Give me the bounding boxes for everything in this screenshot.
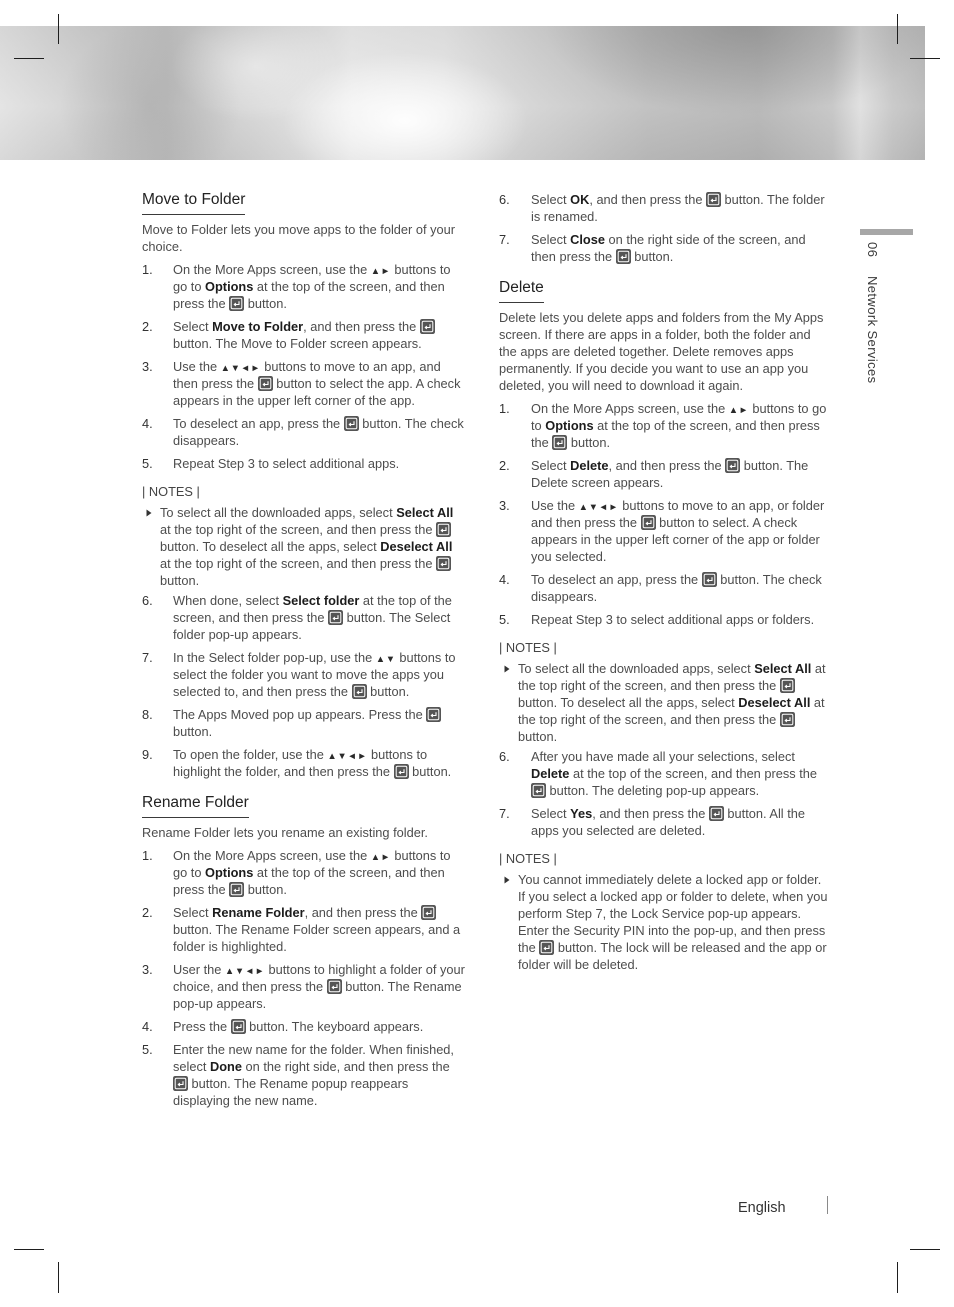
step-number: 4. bbox=[142, 416, 153, 431]
text-run: You cannot immediately delete a locked app or folder. If you select a locked app or folder to delete, when you perform Step 7, the Lock Service pop-up appears. Enter the Security PIN into the pop-up, and then press the bbox=[518, 872, 828, 955]
text-run: at the top of the screen, and then press the bbox=[173, 865, 445, 897]
text-run: button. The Select folder pop-up appears. bbox=[173, 610, 451, 642]
text-run: buttons to go to bbox=[173, 848, 451, 880]
emphasis-term: Yes bbox=[570, 806, 593, 821]
step-number: 3. bbox=[142, 359, 153, 374]
emphasis-term: Rename Folder bbox=[212, 905, 305, 920]
footer-language: English bbox=[738, 1200, 786, 1216]
step-text bbox=[173, 358, 465, 409]
step-item bbox=[499, 748, 828, 799]
text-run: Use the bbox=[531, 498, 579, 513]
step-text bbox=[173, 592, 465, 643]
step-item bbox=[499, 571, 828, 605]
enter-button-icon bbox=[258, 376, 273, 391]
text-run: Select bbox=[173, 319, 213, 334]
text-run: button. The Rename Folder screen appears, and a folder is highlighted. bbox=[173, 922, 461, 954]
step-item bbox=[142, 847, 465, 898]
note-text bbox=[518, 660, 828, 745]
step-item bbox=[142, 592, 465, 643]
enter-button-icon bbox=[328, 610, 343, 625]
enter-button-icon bbox=[436, 556, 451, 571]
text-run: button. bbox=[244, 296, 287, 311]
text-run: button. The folder is renamed. bbox=[531, 192, 825, 224]
text-run: On the More Apps screen, use the bbox=[173, 848, 371, 863]
text-run: Select bbox=[173, 905, 213, 920]
text-run: To select all the downloaded apps, select bbox=[518, 661, 755, 676]
crop-mark bbox=[58, 1262, 59, 1293]
text-run: button. The Delete screen appears. bbox=[531, 458, 809, 490]
emphasis-term: Select All bbox=[396, 505, 454, 520]
arrow-keys-symbol: ▲► bbox=[370, 266, 391, 277]
step-item bbox=[142, 415, 465, 449]
arrow-keys-symbol: ▲► bbox=[728, 405, 749, 416]
step-number: 4. bbox=[142, 1019, 153, 1034]
step-number: 2. bbox=[142, 905, 153, 920]
step-text bbox=[173, 649, 465, 700]
section-heading: Delete bbox=[499, 279, 544, 303]
text-run: , and then press the bbox=[304, 905, 422, 920]
section-heading-block bbox=[142, 794, 465, 818]
step-text bbox=[531, 571, 828, 605]
text-run: button. The keyboard appears. bbox=[245, 1019, 424, 1034]
text-run: On the More Apps screen, use the bbox=[531, 401, 729, 416]
step-number: 7. bbox=[499, 232, 510, 247]
text-run: On the More Apps screen, use the bbox=[173, 262, 371, 277]
step-text bbox=[173, 1018, 465, 1035]
text-run: at the top of the screen, and then press the bbox=[173, 593, 452, 625]
text-run: buttons to select the folder you want to move the apps you selected to, and then press the bbox=[173, 650, 456, 699]
note-item bbox=[499, 660, 828, 745]
enter-button-icon bbox=[641, 515, 656, 530]
text-run: button. The Rename pop-up appears. bbox=[173, 979, 462, 1011]
section-heading-block bbox=[142, 191, 465, 215]
emphasis-term: Deselect All bbox=[738, 695, 811, 710]
enter-button-icon bbox=[229, 296, 244, 311]
arrow-keys-symbol: ▲▼◄► bbox=[224, 966, 265, 977]
step-item bbox=[142, 706, 465, 740]
crop-mark bbox=[897, 1262, 898, 1293]
step-text bbox=[531, 191, 828, 225]
enter-button-icon bbox=[436, 522, 451, 537]
text-run: Delete lets you delete apps and folders from the My Apps screen. If there are apps in a folder, both the folder and the apps are deleted together. Delete removes apps permanently. If you decide you want to use an app you deleted, you will need to download it again. bbox=[499, 310, 824, 393]
step-text bbox=[531, 457, 828, 491]
text-run: Use the bbox=[173, 359, 221, 374]
step-number: 3. bbox=[142, 962, 153, 977]
arrow-keys-symbol: ▲▼ bbox=[375, 654, 396, 665]
step-number: 4. bbox=[499, 572, 510, 587]
enter-button-icon bbox=[231, 1019, 246, 1034]
text-run: To open the folder, use the bbox=[173, 747, 328, 762]
text-run: Repeat Step 3 to select additional apps. bbox=[173, 456, 400, 471]
chapter-tab-bar bbox=[860, 229, 913, 235]
enter-button-icon bbox=[780, 712, 795, 727]
step-item bbox=[499, 191, 828, 225]
enter-button-icon bbox=[616, 249, 631, 264]
text-run: button. bbox=[160, 573, 200, 588]
text-run: button. bbox=[408, 764, 452, 779]
text-run: To select all the downloaded apps, select bbox=[160, 505, 397, 520]
arrow-keys-symbol: ▲▼◄► bbox=[220, 363, 261, 374]
emphasis-term: Done bbox=[210, 1059, 242, 1074]
enter-button-icon bbox=[780, 678, 795, 693]
enter-button-icon bbox=[327, 979, 342, 994]
emphasis-term: OK bbox=[570, 192, 590, 207]
step-item bbox=[499, 497, 828, 565]
step-text bbox=[531, 805, 828, 839]
step-item bbox=[142, 455, 465, 472]
text-run: , and then press the bbox=[303, 319, 420, 334]
enter-button-icon bbox=[709, 806, 724, 821]
step-text bbox=[173, 318, 465, 352]
text-run: Select bbox=[531, 806, 571, 821]
emphasis-term: Delete bbox=[570, 458, 609, 473]
text-run: at the top of the screen, and then press the bbox=[531, 418, 820, 450]
note-item bbox=[142, 504, 465, 589]
notes-label: | NOTES | bbox=[499, 851, 557, 866]
note-bullet-icon bbox=[504, 665, 510, 673]
text-run: button to select the app. A check appears in the upper left corner of the app. bbox=[173, 376, 461, 408]
enter-button-icon bbox=[420, 319, 435, 334]
text-run: User the bbox=[173, 962, 225, 977]
note-item bbox=[499, 871, 828, 973]
crop-mark bbox=[910, 58, 940, 59]
enter-button-icon bbox=[352, 684, 367, 699]
text-run: Select bbox=[531, 192, 571, 207]
enter-button-icon bbox=[344, 416, 359, 431]
step-number: 6. bbox=[499, 749, 510, 764]
step-item bbox=[499, 805, 828, 839]
step-item bbox=[142, 261, 465, 312]
emphasis-term: Select folder bbox=[282, 593, 360, 608]
text-run: at the top right of the screen, and then press the bbox=[160, 522, 437, 537]
text-run: buttons to move to an app, and then press the bbox=[173, 359, 441, 391]
text-run: Repeat Step 3 to select additional apps or folders. bbox=[531, 612, 815, 627]
text-run: button. All the apps you selected are deleted. bbox=[531, 806, 805, 838]
section-heading-block bbox=[499, 279, 828, 303]
arrow-keys-symbol: ▲▼◄► bbox=[327, 751, 368, 762]
arrow-keys-symbol: ▲▼◄► bbox=[578, 502, 619, 513]
text-run: To deselect an app, press the bbox=[531, 572, 702, 587]
enter-button-icon bbox=[394, 764, 409, 779]
step-text bbox=[173, 261, 465, 312]
step-number: 6. bbox=[499, 192, 510, 207]
text-run: button. The lock will be released and the app or folder will be deleted. bbox=[518, 940, 827, 972]
enter-button-icon bbox=[702, 572, 717, 587]
text-run: button to select. A check appears in the upper left corner of the app or folder you selected. bbox=[531, 515, 820, 564]
text-run: button. bbox=[567, 435, 611, 450]
text-run: buttons to go to bbox=[173, 262, 451, 294]
text-run: at the top of the screen, and then press the bbox=[173, 279, 445, 311]
step-text bbox=[173, 847, 465, 898]
enter-button-icon bbox=[426, 707, 441, 722]
text-run: Enter the new name for the folder. When finished, select bbox=[173, 1042, 454, 1074]
section-intro bbox=[142, 221, 465, 255]
step-item bbox=[499, 457, 828, 491]
text-run: button. bbox=[244, 882, 287, 897]
enter-button-icon bbox=[229, 882, 244, 897]
crop-mark bbox=[14, 58, 44, 59]
enter-button-icon bbox=[552, 435, 567, 450]
step-text bbox=[531, 400, 828, 451]
footer-divider bbox=[827, 1196, 828, 1214]
text-run: button. To deselect all the apps, select bbox=[160, 539, 381, 554]
text-run: The Apps Moved pop up appears. Press the bbox=[173, 707, 427, 722]
step-text bbox=[173, 1041, 465, 1109]
enter-button-icon bbox=[531, 783, 546, 798]
text-run: Select bbox=[531, 232, 571, 247]
step-text bbox=[173, 904, 465, 955]
text-run: button. The Move to Folder screen appears. bbox=[173, 336, 422, 351]
step-text bbox=[173, 455, 465, 472]
step-item bbox=[142, 358, 465, 409]
text-run: , and then press the bbox=[592, 806, 709, 821]
notes-label: | NOTES | bbox=[499, 640, 557, 655]
text-run: button. bbox=[173, 724, 213, 739]
chapter-number: 06 bbox=[865, 242, 880, 258]
emphasis-term: Options bbox=[545, 418, 594, 433]
note-text bbox=[518, 871, 828, 973]
step-number: 2. bbox=[499, 458, 510, 473]
text-run: To deselect an app, press the bbox=[173, 416, 344, 431]
emphasis-term: Options bbox=[205, 865, 254, 880]
note-bullet-icon bbox=[146, 509, 152, 517]
step-text bbox=[173, 746, 465, 780]
text-run: at the top of the screen, and then press the bbox=[569, 766, 817, 781]
step-item bbox=[142, 649, 465, 700]
step-number: 3. bbox=[499, 498, 510, 513]
step-text bbox=[531, 611, 828, 628]
crop-mark bbox=[58, 14, 59, 44]
step-number: 1. bbox=[142, 262, 153, 277]
enter-button-icon bbox=[725, 458, 740, 473]
enter-button-icon bbox=[539, 940, 554, 955]
step-item bbox=[142, 1041, 465, 1109]
enter-button-icon bbox=[706, 192, 721, 207]
section-heading: Rename Folder bbox=[142, 794, 249, 818]
step-number: 1. bbox=[499, 401, 510, 416]
text-run: button. The Rename popup reappears displaying the new name. bbox=[173, 1076, 409, 1108]
section-intro bbox=[142, 824, 465, 841]
step-number: 5. bbox=[142, 1042, 153, 1057]
step-text bbox=[531, 231, 828, 265]
enter-button-icon bbox=[173, 1076, 188, 1091]
step-number: 1. bbox=[142, 848, 153, 863]
step-number: 9. bbox=[142, 747, 153, 762]
left-column bbox=[142, 191, 465, 1115]
arrow-keys-symbol: ▲► bbox=[370, 852, 391, 863]
emphasis-term: Options bbox=[205, 279, 254, 294]
text-run: Select bbox=[531, 458, 571, 473]
text-run: button. bbox=[366, 684, 410, 699]
step-item bbox=[142, 1018, 465, 1035]
step-number: 6. bbox=[142, 593, 153, 608]
text-run: at the top right of the screen, and then press the bbox=[160, 556, 437, 571]
step-text bbox=[531, 748, 828, 799]
emphasis-term: Delete bbox=[531, 766, 570, 781]
text-run: button. To deselect all the apps, select bbox=[518, 695, 739, 710]
crop-mark bbox=[897, 14, 898, 44]
text-run: button. bbox=[518, 729, 558, 744]
crop-mark bbox=[910, 1249, 940, 1250]
emphasis-term: Select All bbox=[754, 661, 812, 676]
text-run: Press the bbox=[173, 1019, 231, 1034]
right-column bbox=[499, 191, 828, 976]
text-run: at the top right of the screen, and then press the bbox=[518, 661, 826, 693]
step-text bbox=[173, 415, 465, 449]
text-run: buttons to go to bbox=[531, 401, 827, 433]
chapter-title: Network Services bbox=[865, 276, 880, 384]
step-number: 2. bbox=[142, 319, 153, 334]
emphasis-term: Deselect All bbox=[380, 539, 453, 554]
step-number: 5. bbox=[142, 456, 153, 471]
step-number: 7. bbox=[142, 650, 153, 665]
step-item bbox=[499, 231, 828, 265]
step-item bbox=[142, 318, 465, 352]
text-run: at the top right of the screen, and then press the bbox=[518, 695, 825, 727]
step-text bbox=[173, 961, 465, 1012]
step-item bbox=[499, 611, 828, 628]
note-text bbox=[160, 504, 465, 589]
crop-mark bbox=[14, 1249, 44, 1250]
step-number: 8. bbox=[142, 707, 153, 722]
text-run: In the Select folder pop-up, use the bbox=[173, 650, 376, 665]
header-banner bbox=[0, 26, 925, 160]
text-run: buttons to highlight a folder of your choice, and then press the bbox=[173, 962, 465, 994]
enter-button-icon bbox=[421, 905, 436, 920]
step-number: 7. bbox=[499, 806, 510, 821]
text-run: , and then press the bbox=[608, 458, 726, 473]
emphasis-term: Close bbox=[570, 232, 605, 247]
note-bullet-icon bbox=[504, 876, 510, 884]
text-run: After you have made all your selections, select bbox=[531, 749, 795, 764]
text-run: , and then press the bbox=[589, 192, 706, 207]
step-item bbox=[499, 400, 828, 451]
emphasis-term: Move to Folder bbox=[212, 319, 304, 334]
step-text bbox=[173, 706, 465, 740]
text-run: Rename Folder lets you rename an existing folder. bbox=[142, 825, 428, 840]
text-run: Move to Folder lets you move apps to the folder of your choice. bbox=[142, 222, 455, 254]
step-item bbox=[142, 904, 465, 955]
text-run: button. The check disappears. bbox=[531, 572, 822, 604]
text-run: button. The check disappears. bbox=[173, 416, 464, 448]
step-item bbox=[142, 961, 465, 1012]
text-run: button. The deleting pop-up appears. bbox=[546, 783, 760, 798]
text-run: buttons to move to an app, or folder and then press the bbox=[531, 498, 825, 530]
step-item bbox=[142, 746, 465, 780]
section-intro bbox=[499, 309, 828, 394]
text-run: button. bbox=[630, 249, 674, 264]
text-run: on the right side of the screen, and then press the bbox=[531, 232, 806, 264]
section-heading: Move to Folder bbox=[142, 191, 245, 215]
step-number: 5. bbox=[499, 612, 510, 627]
notes-label: | NOTES | bbox=[142, 484, 200, 499]
text-run: buttons to highlight the folder, and then press the bbox=[173, 747, 428, 779]
text-run: on the right side, and then press the bbox=[242, 1059, 450, 1074]
step-text bbox=[531, 497, 828, 565]
text-run: When done, select bbox=[173, 593, 283, 608]
